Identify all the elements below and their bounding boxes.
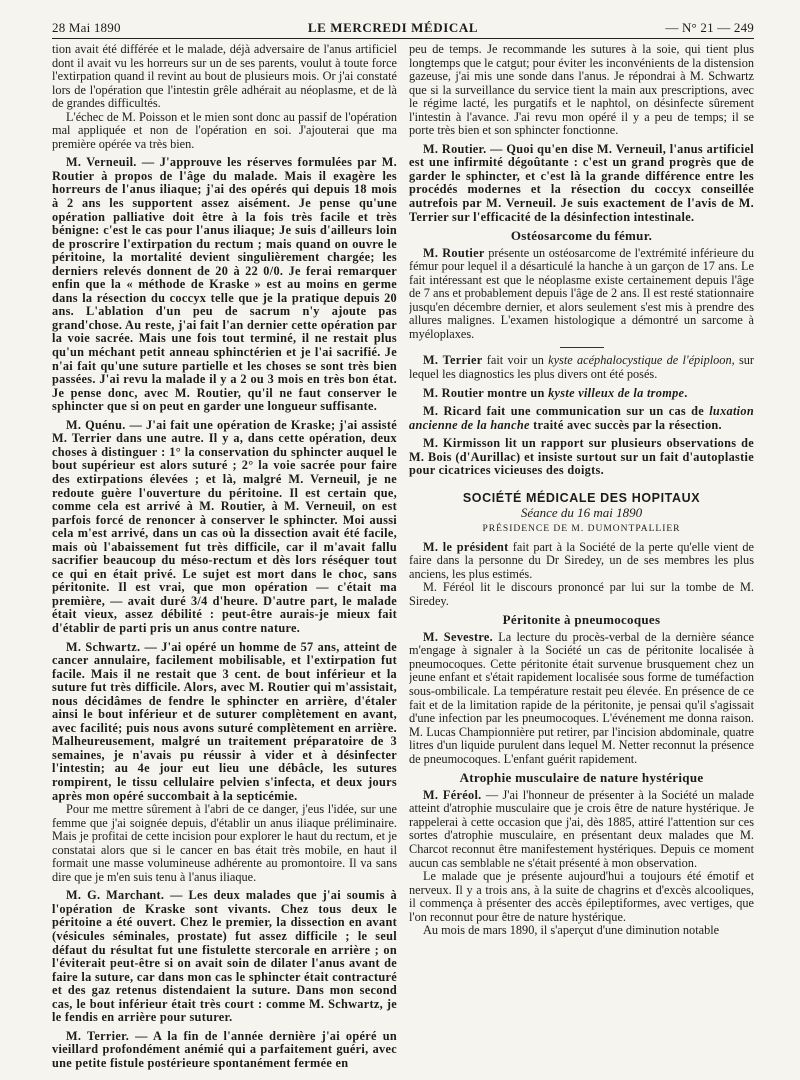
- right-column: [409, 43, 754, 1074]
- speaker-text: La lecture du procès-verbal de la dernière séance m'engage à signaler à la Société un cas de péritonite localisée à pneumocoques. Cette péritonite était survenue brusquement chez un jeune enfant et s'était rapidement localisée sous forme de tuméfaction sous-ombilicale. La température restait peu élevée. En présence de ce fait et de la limitation rapide de la péritonite, je pensai qu'il s'agissait d'une infection par les pneumocoques. L'événement me donna raison. M. Lucas Championnière put retirer, par l'incision abdominale, quatre litres d'un liquide purulent dans lequel M. Netter reconnut la présence de pneumocoques. L'enfant guérit rapidement.: [409, 629, 754, 766]
- speaker-text: — Quoi qu'en dise M. Verneuil, l'anus artificiel est une infirmité dégoûtante : c'est un grand progrès que de garder le sphincter, et c'est là la grande différence entre les procédés modernes et la résection du coccyx conseillée autrefois par M. Verneuil. Je suis exactement de l'avis de M. Terrier sur l'efficacité de la désinfection intestinale.: [409, 141, 754, 224]
- speaker-name: M. Sevestre.: [423, 629, 494, 644]
- section-heading-peritonite: Péritonite à pneumocoques: [502, 612, 661, 628]
- paragraph-quenu: [52, 419, 397, 636]
- speaker-text: fait voir un: [482, 353, 549, 368]
- paragraph-terrier-kyste: [409, 354, 754, 381]
- journal-title: LE MERCREDI MÉDICAL: [307, 20, 479, 35]
- paragraph-ricard: [409, 405, 754, 432]
- speaker-name: M. Verneuil.: [66, 155, 137, 170]
- speaker-text: — J'approuve les réserves formulées par M. Routier à propos de l'âge du malade. Mais il exagère les horreurs de l'anus iliaque; j'ai des opérés qui depuis 18 mois à 2 ans les supportent assez aisément. Je pense qu'une opération palliative doit être à la fois très facile et très bénigne: c'est le cas pour l'anus iliaque; Je suis d'ailleurs loin de proscrire l'extirpation du rectum ; mais quand on ouvre le péritoine, la mortalité devient singulièrement chargée; les derniers relevés donnent de 20 à 22 0/0. Je ferai remarquer enfin que la « méthode de Kraske » est au moins en germe dans la résection du coccyx telle que je la pratique depuis 20 ans. L'ablation d'un peu de sacrum n'y ajoute pas grand'chose. Au reste, j'ai fait l'an dernier cette opération par la voie sacrée. Mais une fois tout terminé, il ne restait plus qu'un méchant petit anneau sphinctérien et je l'ai sacrifié. Je n'ai fait qu'une suture partielle et les choses se sont très bien passées. J'ai revu la malade il y a 2 ou 3 mois en très bon état. Je pense donc, avec M. Routier, qu'il ne faut conserver le sphincter que si on peut en garder une longueur suffisante.: [52, 155, 397, 414]
- separator-rule: [560, 347, 604, 348]
- header-rule: [52, 38, 754, 39]
- italic-term: luxation ancienne de la hanche: [409, 404, 754, 432]
- speaker-name: M. le président: [423, 539, 509, 554]
- speaker-text: .: [684, 385, 688, 400]
- paragraph-verneuil: [52, 156, 397, 413]
- speaker-name: M. G. Marchant.: [66, 888, 165, 903]
- paragraph-schwartz: [52, 641, 397, 804]
- speaker-text: lit un rapport sur plusieurs observations de: [500, 436, 754, 451]
- speaker-text: — A la fin de l'année dernière j'ai opéré un vieillard profondément anémié qui a parfaitement guéri, avec une petite fistule postérieure spontanément fermée en: [52, 1028, 397, 1070]
- speaker-text: traité avec succès par la résection.: [529, 417, 722, 432]
- speaker-name: M. Schwartz.: [66, 639, 141, 654]
- paragraph-sevestre: [409, 631, 754, 766]
- section-heading-atrophie: Atrophie musculaire de nature hystérique: [459, 770, 704, 786]
- paragraph: peu de temps. Je recommande les sutures à la soie, qui tient plus longtemps que le catgut; pour éviter les inconvénients de la distension gazeuse, j'ai mis une sonde dans l'anus. Je répondrai à M. Schwartz que si la surveillance du service tient la main aux prescriptions, avec le régime lacté, les purgatifs et le naphtol, on désinfecte sûrement l'intestin à l'avance. J'ai revu mon opéré il y a peu de temps; il se porte très bien et son sphincter fonctionne.: [409, 43, 754, 138]
- speaker-name: M. Routier: [423, 385, 484, 400]
- speaker-text: — J'ai l'honneur de présenter à la Société un malade atteint d'atrophie musculaire que je crois être de nature hystérique. Je rappelerai à cette occasion que j'ai, dès 1885, attiré l'attention sur ces sortes d'atrophie musculaire, en présentant deux malades que M. Charcot reconnut être manifestement hystériques. Depuis ce moment aucun cas semblable ne s'était présenté à mon observation.: [409, 787, 754, 870]
- speaker-name: M. Terrier.: [66, 1028, 130, 1043]
- speaker-name: M. Bois: [409, 449, 452, 464]
- issue-number: — N° 21 — 249: [665, 20, 754, 35]
- paragraph: Au mois de mars 1890, il s'aperçut d'une diminution notable: [423, 923, 720, 938]
- header-date: 28 Mai 1890: [52, 20, 121, 35]
- session-date: Séance du 16 mai 1890: [520, 505, 643, 521]
- speaker-text: présente un ostéosarcome de l'extrémité inférieure du fémur pour lequel il a désarticulé la hanche à un garçon de 17 ans. Le fait intéressant est que le néoplasme existe certainement depuis l'âge de 7 ans et probablement depuis l'âge de 2 ans. Il est resté stationnaire jusqu'en décembre dernier, et alors seulement s'est mis à prendre des allures malignes. L'examen histologique a démontré un sarcome à myéloplaxes.: [409, 245, 754, 341]
- speaker-text: (d'Aurillac) et insiste surtout sur un fait d'autoplastie pour cicatrices vicieuses des doigts.: [409, 449, 754, 478]
- speaker-name: M. Ricard: [423, 404, 482, 419]
- speaker-text: montre un: [483, 385, 549, 400]
- paragraph-routier: [409, 143, 754, 224]
- paragraph: tion avait été différée et le malade, déjà adversaire de l'anus artificiel dont il avait vu les horreurs sur un de ses parents, voulut à toute force l'extirpation quand il revint au bout de plusieurs mois. Or j'ai constaté lors de l'opération que l'intestin grêle adhérait au néoplasme, et de là de grandes difficultés.: [52, 43, 397, 111]
- paragraph: Pour me mettre sûrement à l'abri de ce danger, j'eus l'idée, sur une femme que j'ai soignée depuis, d'établir un anus iliaque préliminaire. Mais je profitai de cette incision pour explorer le haut du rectum, et je constatai alors que si le cancer en bas était très mobile, en haut il formait une masse volumineuse adhérente au promontoire. Il va sans dire que je m'en suis tenu à l'anus iliaque.: [52, 802, 397, 884]
- speaker-text: — Les deux malades que j'ai soumis à l'opération de Kraske sont vivants. Chez tous deux le péritoine a été ouvert. Chez le premier, la dissection en avant (vésicules séminales, prostate) fut assez difficile ; le seul défaut du résultat fut une fistulette stercorale en arrière ; on l'éviterait peut-être si on avait soin de dilater l'anus avant de faire la suture, car dans mon cas le sphincter était contracturé et des gaz retenus distendaient la suture. Dans mon second cas, le bout inférieur était très court : comme M. Schwartz, je le fendis en arrière pour suturer.: [52, 888, 397, 1025]
- italic-term: kyste villeux de la trompe: [548, 385, 685, 400]
- italic-term: kyste acéphalocystique de l'épiploon: [548, 353, 732, 368]
- speaker-name: M. Quénu.: [66, 417, 126, 432]
- speaker-name: M. Féréol.: [423, 787, 482, 802]
- paragraph-routier-trompe: [409, 387, 754, 401]
- speaker-text: fait part à la Société de la perte qu'elle vient de faire dans la personne du Dr Siredey, un de ses membres les plus anciens, les plus estimés.: [409, 539, 754, 581]
- page-header: [52, 14, 754, 36]
- speaker-text: fait une communication sur un cas de: [481, 404, 710, 419]
- paragraph-president: [409, 541, 754, 582]
- speaker-name: M. Kirmisson: [423, 436, 501, 451]
- paragraph: Le malade que je présente aujourd'hui a toujours été émotif et nerveux. Il y a trois ans, à la suite de chagrins et d'excès alcooliques, il commença à présenter des accès épileptiformes, avec vertiges, que l'on reconnut pour être de nature hystérique.: [409, 869, 754, 924]
- speaker-text: — J'ai opéré un homme de 57 ans, atteint de cancer annulaire, facilement mobilisable, et l'extirpation fut facile. Mais il ne restait que 3 cent. de bout inférieur et la suture fut très difficile. Alors, avec M. Routier qui m'assistait, nous décidâmes de fendre le sphincter en arrière, d'étaler ainsi le bout inférieur et de suturer complètement en avant, avec facilité; puis nous avons suturé complètement en arrière. Malheureusement, malgré un traitement préparatoire de 3 semaines, je n'avais pu réussir à vider et à désinfecter l'intestin; au 4e jour eut lieu une débâcle, les sutures rompirent, le tissu cellulaire pelvien s'infecta, et deux jours après mon opéré succombait à la septicémie.: [52, 639, 397, 803]
- presidency-line: PRÉSIDENCE DE M. DUMONTPALLIER: [482, 523, 681, 534]
- paragraph-fereol: [409, 789, 754, 870]
- paragraph-osteosarcome: [409, 247, 754, 342]
- paragraph-terrier: [52, 1030, 397, 1071]
- speaker-name: M. Terrier: [423, 353, 483, 368]
- speaker-text: — J'ai fait une opération de Kraske; j'ai assisté M. Terrier dans une autre. Il y a, dans cette opération, deux choses à distinguer : 1° la conservation du sphincter auquel le bout supérieur est alors suturé ; 2° la voie sacrée pour faire des extirpations élevées ; et là, malgré M. Verneuil, je ne redoute guère l'ouverture du péritoine. Il est certain que, comme cela est arrivé à M. Routier, à M. Verneuil, on est parfois forcé de renoncer à conserver le sphincter. Moi aussi cela m'est arrivé, dans un cas où la dissection avait été facile, mais où l'abaissement fut très difficile, car il m'avait fallu sacrifier beaucoup du méso-rectum et dès lors réséquer tout ce qui en était privé. Le sujet est mort dans le choc, sans péritonite. Il est vrai, que mon opération — c'était ma première, — avait duré 3/4 d'heure. D'autre part, le malade était vieux, assez débilité : peut-être aurais-je mieux fait d'établir de parti pris un anus contre nature.: [52, 417, 397, 635]
- speaker-text: , sur lequel les diagnostics les plus divers ont été posés.: [409, 353, 754, 382]
- speaker-name: M. Routier.: [423, 141, 487, 156]
- speaker-name: M. Routier: [423, 245, 485, 260]
- left-column: [52, 43, 397, 1074]
- society-title: SOCIÉTÉ MÉDICALE DES HOPITAUX: [462, 490, 701, 505]
- paragraph: M. Féréol lit le discours prononcé par lui sur la tombe de M. Siredey.: [409, 580, 754, 608]
- paragraph-marchant: [52, 889, 397, 1024]
- section-heading-osteosarcome: Ostéosarcome du fémur.: [510, 228, 653, 244]
- text-columns: [52, 43, 754, 1074]
- paragraph: L'échec de M. Poisson et le mien sont donc au passif de l'opération mal appliquée et non de l'opération en soi. J'ajouterai que ma première opérée va très bien.: [52, 109, 397, 151]
- paragraph-kirmisson: [409, 437, 754, 478]
